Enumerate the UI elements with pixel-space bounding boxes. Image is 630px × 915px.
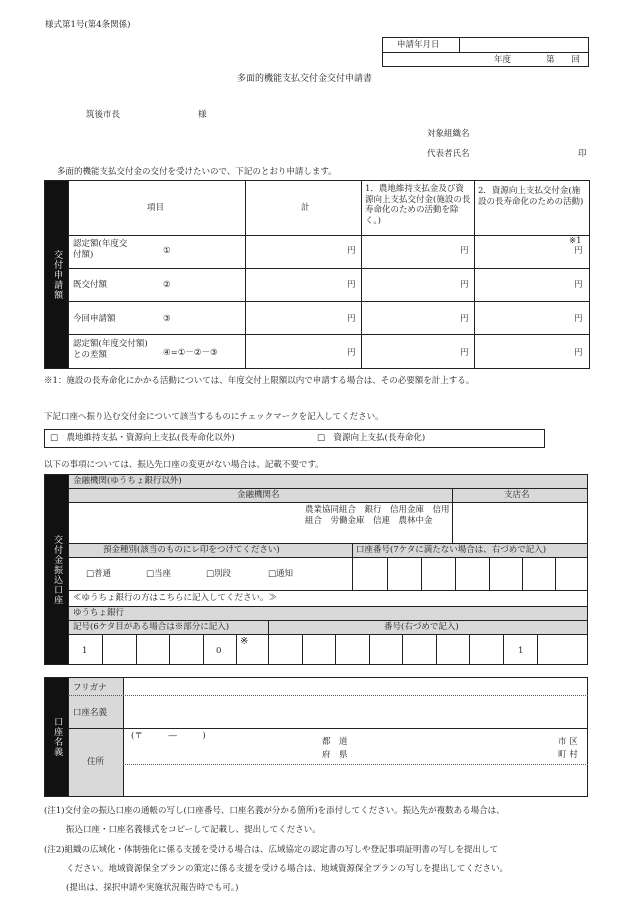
seal-label: 印 bbox=[578, 149, 587, 159]
fiscal-year-label: 年度 bbox=[494, 55, 512, 65]
row3-label: 今回申請額 bbox=[73, 314, 116, 324]
row2-total-unit: 円 bbox=[347, 280, 356, 290]
account-number-header: 口座番号(7ケタに満たない場合は、右づめで記入) bbox=[356, 545, 547, 555]
account-number-field[interactable] bbox=[353, 558, 587, 589]
symbol-header: 記号(6ケタ目がある場合は※部分に記入) bbox=[73, 622, 230, 632]
row3-col1-unit: 円 bbox=[460, 314, 469, 324]
row3-total-unit: 円 bbox=[347, 314, 356, 324]
col-total-header: 計 bbox=[301, 203, 310, 213]
row1-col1-unit: 円 bbox=[460, 246, 469, 256]
branch-header: 支店名 bbox=[504, 490, 530, 500]
checkbox-longevity[interactable]: □ 資源向上支払(長寿命化) bbox=[317, 433, 426, 443]
note1: ※1：施設の長寿命化にかかる活動については、年度交付上限額以内で申請する場合は、その必要額を計上する。 bbox=[44, 376, 475, 386]
row4-col1-unit: 円 bbox=[460, 348, 469, 358]
application-date-field[interactable] bbox=[460, 38, 588, 51]
row2-col1-unit: 円 bbox=[460, 280, 469, 290]
symbol-field[interactable] bbox=[103, 635, 203, 664]
table2-side-label: 交付金振込口座 bbox=[52, 534, 63, 605]
organization-label: 対象組織名 bbox=[427, 129, 470, 139]
account-name-field[interactable] bbox=[125, 697, 587, 727]
deposit-current[interactable]: □当座 bbox=[146, 569, 172, 579]
deposit-notice[interactable]: □通知 bbox=[268, 569, 294, 579]
prefecture-fu-ken: 府 県 bbox=[322, 750, 348, 760]
row1-col2-unit: 円 bbox=[574, 246, 583, 256]
deposit-ordinary[interactable]: □普通 bbox=[86, 569, 112, 579]
row4-label: 認定額(年度交付額)との差額 bbox=[73, 339, 148, 360]
row1-label: 認定額(年度交付額) bbox=[73, 239, 128, 260]
col1-header: 1．農地維持支払金及び資源向上支払交付金(施設の長寿命化のための活動を除く。) bbox=[365, 184, 471, 226]
checkbox-maintenance[interactable]: □ 農地維持支払・資源向上支払(長寿命化以外) bbox=[50, 433, 235, 443]
deposit-special[interactable]: □別段 bbox=[206, 569, 232, 579]
footnote-2b: ください。地域資源保全プランの策定に係る支援を受ける場合は、地域資源保全プランの写しを提出してください。 bbox=[66, 864, 509, 874]
furigana-label: フリガナ bbox=[73, 683, 107, 693]
footnote-1a: (注1)交付金の振込口座の通帳の写し(口座番号、口座名義が分かる箇所)を添付してください。振込先が複数ある場合は、 bbox=[44, 806, 505, 816]
honorific: 様 bbox=[198, 110, 207, 120]
col-item-header: 項目 bbox=[147, 203, 165, 213]
row1-note-mark: ※1 bbox=[569, 236, 582, 246]
row4-total-unit: 円 bbox=[347, 348, 356, 358]
branch-name-field[interactable] bbox=[454, 504, 587, 542]
institution-name-field[interactable] bbox=[70, 504, 300, 542]
institution-header: 金融機関名 bbox=[237, 490, 280, 500]
row4-col2-unit: 円 bbox=[574, 348, 583, 358]
address-field[interactable] bbox=[125, 765, 587, 795]
row2-col2-unit: 円 bbox=[574, 280, 583, 290]
footnote-2a: (注2)組織の広域化・体制強化に係る支援を受ける場合は、広域協定の認定書の写しや登記事項証明書の写しを提出して bbox=[44, 845, 499, 855]
furigana-field[interactable] bbox=[125, 679, 587, 694]
footnote-2c: (提出は、採択申請や実施状況報告時でも可。) bbox=[66, 883, 239, 893]
town-cho-son: 町 村 bbox=[558, 750, 578, 760]
number-digit-last: 1 bbox=[518, 646, 524, 656]
postal-code: (〒 ― ) bbox=[131, 731, 206, 741]
checkbox-instruction: 下記口座へ振り込む交付金について該当するものにチェックマークを記入してください。 bbox=[44, 412, 384, 422]
round-label: 第 回 bbox=[546, 55, 581, 65]
institution-types: 農業協同組合 銀行 信用金庫 信用組合 労働金庫 信連 農林中金 bbox=[305, 505, 450, 527]
row1-mark: ① bbox=[163, 246, 171, 256]
addressee: 筑後市長 bbox=[86, 110, 121, 120]
bank-note: 以下の事項については、振込先口座の変更がない場合は、記載不要です。 bbox=[44, 460, 324, 470]
bank-section-title: 金融機関(ゆうちょ銀行以外) bbox=[73, 476, 182, 486]
application-date-label: 申請年月日 bbox=[397, 40, 440, 50]
symbol-digit-5: 0 bbox=[216, 646, 222, 656]
representative-label: 代表者氏名 bbox=[427, 149, 470, 159]
row3-col2-unit: 円 bbox=[574, 314, 583, 324]
symbol-digit-1: 1 bbox=[82, 646, 88, 656]
row1-total-unit: 円 bbox=[347, 246, 356, 256]
row2-label: 既交付額 bbox=[73, 280, 108, 290]
number-header: 番号(右づめで記入) bbox=[384, 622, 459, 632]
form-label: 様式第1号(第4条関係) bbox=[45, 20, 131, 30]
page-title: 多面的機能支払交付金交付申請書 bbox=[237, 74, 373, 84]
table1-side-label: 交付申請額 bbox=[52, 249, 63, 300]
deposit-type-header: 預金種別(該当のものにレ印をつけてください) bbox=[103, 545, 280, 555]
number-field[interactable] bbox=[269, 635, 537, 664]
yucho-note: ≪ゆうちょ銀行の方はこちらに記入してください。≫ bbox=[73, 593, 278, 603]
row3-mark: ③ bbox=[163, 314, 171, 324]
address-label: 住所 bbox=[87, 757, 105, 767]
prefecture-to-do: 都 道 bbox=[322, 737, 348, 747]
yucho-title: ゆうちょ銀行 bbox=[73, 608, 125, 618]
footnote-1b: 振込口座・口座名義様式をコピーして記載し、提出してください。 bbox=[66, 825, 321, 835]
city-shi-ku: 市 区 bbox=[558, 737, 578, 747]
symbol-asterisk: ※ bbox=[240, 636, 249, 647]
table3-side-label: 口座名義 bbox=[52, 717, 63, 757]
intro-text: 多面的機能支払交付金の交付を受けたいので、下記のとおり申請します。 bbox=[57, 167, 337, 177]
col2-header: 2．資源向上支払交付金(施設の長寿命化のための活動) bbox=[478, 186, 584, 207]
account-name-label: 口座名義 bbox=[73, 708, 108, 718]
row4-mark: ④=①－②－③ bbox=[163, 348, 218, 358]
row2-mark: ② bbox=[163, 280, 171, 290]
